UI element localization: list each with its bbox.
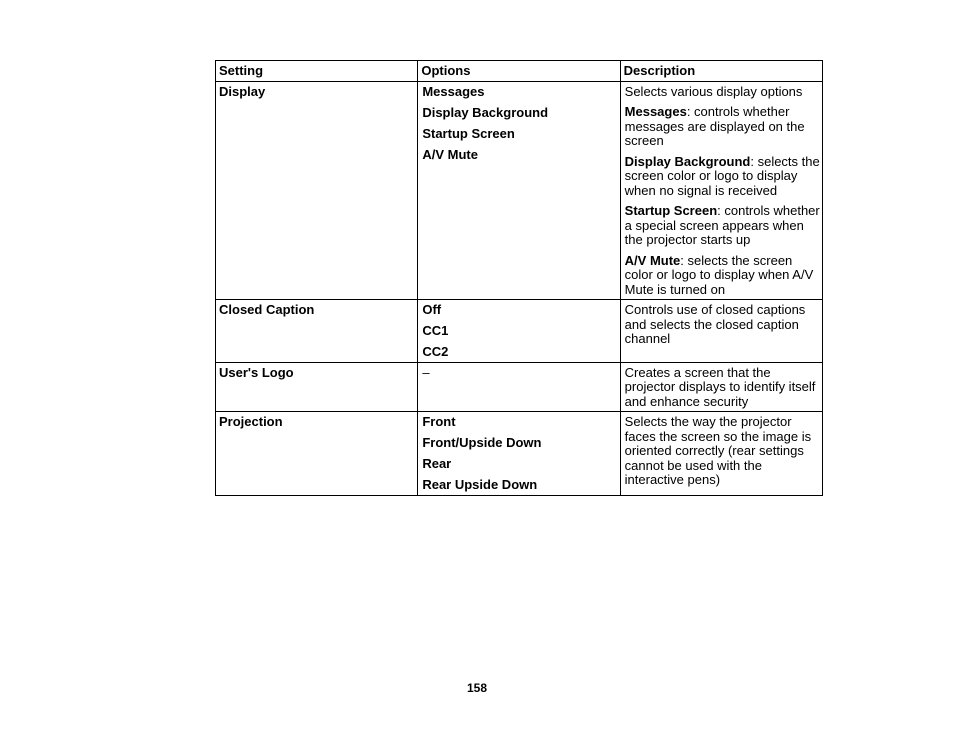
description-text: Creates a screen that the projector displays to identify itself and enhance security (624, 364, 816, 409)
option-item: Messages (422, 83, 485, 99)
option-item: CC2 (422, 344, 449, 359)
header-description: Description (620, 61, 822, 82)
table-row (216, 412, 823, 496)
options-cell (418, 412, 620, 496)
description-cell (620, 300, 822, 363)
options-cell (418, 81, 620, 300)
description-text: Selects various display options (624, 83, 803, 99)
option-item: Startup Screen (422, 125, 515, 141)
description-cell (620, 81, 822, 300)
option-item: Front (422, 414, 456, 429)
description-text: : selects the screen color or logo to display when A/V Mute is turned on (624, 252, 814, 297)
description-paragraph (625, 105, 820, 149)
description-term: A/V Mute (624, 252, 681, 268)
table-row (216, 300, 823, 363)
description-paragraph (625, 254, 820, 298)
setting-cell: Closed Caption (216, 300, 418, 363)
option-item: Off (422, 302, 442, 317)
setting-cell: Projection (216, 412, 418, 496)
table-row (216, 81, 823, 300)
description-cell (620, 362, 822, 412)
description-paragraph (625, 366, 820, 410)
option-item: Display Background (422, 104, 549, 120)
table-header-row (216, 61, 823, 82)
description-text: : controls whether messages are displayed on the screen (624, 104, 805, 148)
page-number: 158 (466, 681, 488, 695)
setting-cell: User's Logo (216, 362, 418, 412)
options-cell (418, 362, 620, 412)
option-item: CC1 (422, 323, 449, 338)
description-term: Messages (624, 104, 687, 119)
description-text: : selects the screen color or logo to display when no signal is received (624, 153, 820, 198)
options-cell (418, 300, 620, 363)
header-options: Options (418, 61, 620, 82)
settings-table (215, 60, 823, 496)
description-text: : controls whether a special screen appears when the projector starts up (624, 203, 820, 247)
description-text: Selects the way the projector faces the screen so the image is oriented correctly (rear settings cannot be used with the interactive pens) (624, 414, 812, 487)
description-paragraph (625, 415, 820, 488)
option-item: A/V Mute (422, 146, 478, 162)
option-item: – (422, 364, 430, 380)
header-setting: Setting (216, 61, 418, 82)
description-term: Startup Screen (624, 203, 718, 218)
setting-cell: Display (216, 81, 418, 300)
description-paragraph (625, 85, 820, 100)
table-body (216, 81, 823, 495)
description-paragraph (625, 204, 820, 248)
option-item: Rear Upside Down (422, 477, 538, 492)
table-row (216, 362, 823, 412)
description-paragraph (625, 303, 820, 347)
option-item: Front/Upside Down (422, 435, 542, 450)
description-text: Controls use of closed captions and selects the closed caption channel (624, 302, 806, 346)
description-cell (620, 412, 822, 496)
description-paragraph (625, 155, 820, 199)
description-term: Display Background (624, 153, 751, 169)
option-item: Rear (422, 456, 452, 471)
